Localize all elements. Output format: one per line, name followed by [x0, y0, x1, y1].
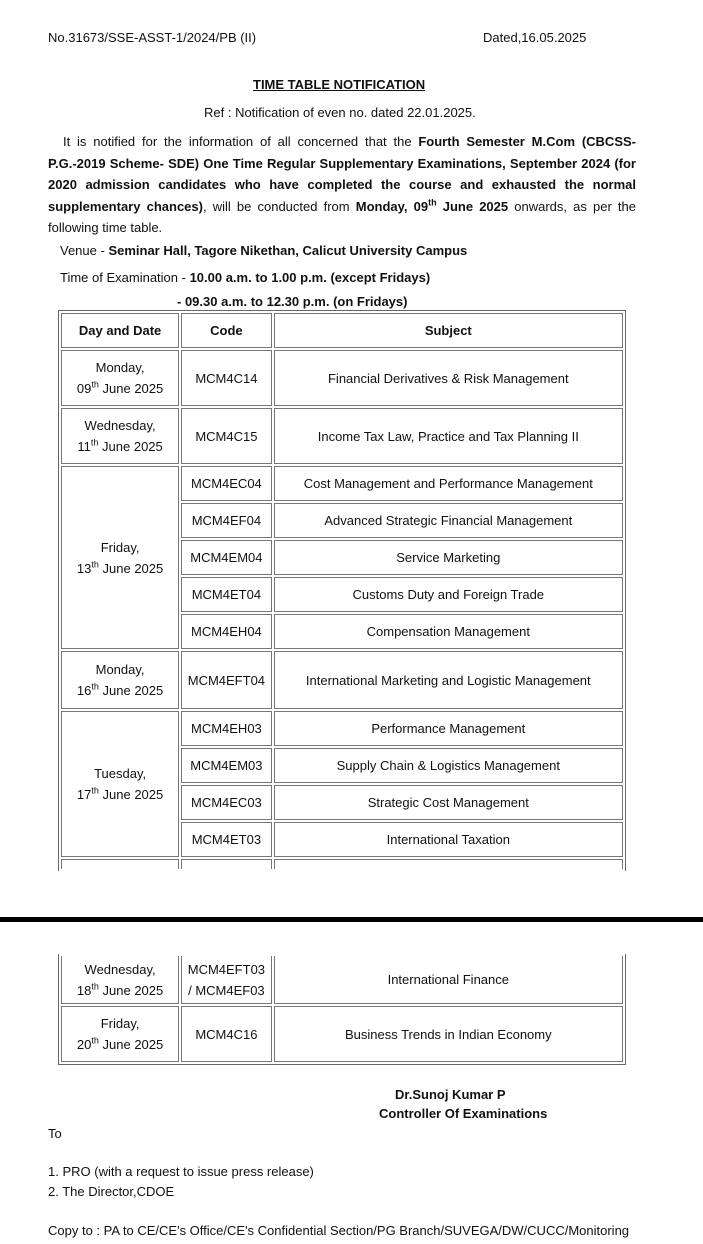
subject-cell: Advanced Strategic Financial Management	[274, 503, 623, 538]
code-cell: MCM4EM03	[181, 748, 271, 783]
signatory-designation: Controller Of Examinations	[379, 1106, 548, 1121]
date-cell: Monday, 09th June 2025	[61, 350, 179, 406]
subject-cell: Strategic Cost Management	[274, 785, 623, 820]
subject-cell: Supply Chain & Logistics Management	[274, 748, 623, 783]
subject-cell: Compensation Management	[274, 614, 623, 649]
date-cell: Monday, 16th June 2025	[61, 651, 179, 709]
code-cell: MCM4EF04	[181, 503, 271, 538]
header-day-date: Day and Date	[61, 313, 179, 348]
timetable-continued	[58, 954, 626, 1065]
code-cell: MCM4C14	[181, 350, 271, 406]
table-row	[61, 350, 623, 406]
subject-cell: International Taxation	[274, 822, 623, 857]
notice-title: TIME TABLE NOTIFICATION	[253, 77, 426, 92]
code-cell: MCM4EC04	[181, 466, 271, 501]
table-row	[61, 408, 623, 464]
code-cell: MCM4EH04	[181, 614, 271, 649]
notification-paragraph: It is notified for the information of all concerned that the Fourth Semester M.Com (CBCSS-P.G.-2019 Scheme- SDE) One Time Regular Supplementary Examinations, September 2024 (for 2020 admission candidates who have completed the course and exhausted the normal supplementary chances), will be conducted from Monday, 09th June 2025 onwards, as per the following time table.	[48, 134, 636, 235]
date-cell: Wednesday, 11th June 2025	[61, 408, 179, 464]
venue-line: Venue - Seminar Hall, Tagore Nikethan, Calicut University Campus	[60, 243, 468, 258]
code-cell: MCM4C16	[181, 1006, 271, 1062]
subject-cell: Business Trends in Indian Economy	[274, 1006, 623, 1062]
date-cell: Friday, 13th June 2025	[61, 466, 179, 649]
exam-time-line: Time of Examination - 10.00 a.m. to 1.00 p.m. (except Fridays)	[60, 270, 431, 285]
table-row	[61, 956, 623, 1004]
date: Dated,16.05.2025	[483, 30, 587, 45]
subject-cell: International Finance	[274, 956, 623, 1004]
code-cell: MCM4C15	[181, 408, 271, 464]
table-row-cut	[61, 859, 623, 869]
header-code: Code	[181, 313, 271, 348]
subject-cell: International Marketing and Logistic Management	[274, 651, 623, 709]
copy-to-line: Copy to : PA to CE/CE's Office/CE's Confidential Section/PG Branch/SUVEGA/DW/CUCC/Monitoring	[48, 1223, 630, 1238]
code-cell: MCM4EM04	[181, 540, 271, 575]
exam-time-friday: - 09.30 a.m. to 12.30 p.m. (on Fridays)	[177, 294, 408, 309]
subject-cell: Service Marketing	[274, 540, 623, 575]
code-cell: MCM4EFT03 / MCM4EF03	[181, 956, 271, 1004]
subject-cell: Financial Derivatives & Risk Management	[274, 350, 623, 406]
timetable	[58, 310, 626, 871]
code-cell: MCM4ET04	[181, 577, 271, 612]
subject-cell: Cost Management and Performance Management	[274, 466, 623, 501]
subject-cell: Income Tax Law, Practice and Tax Planning II	[274, 408, 623, 464]
date-cell: Friday, 20th June 2025	[61, 1006, 179, 1062]
recipient-item: 2. The Director,CDOE	[48, 1184, 175, 1199]
empty-cell	[181, 859, 271, 869]
to-label: To	[48, 1126, 62, 1141]
table-row	[61, 1006, 623, 1062]
code-cell: MCM4EC03	[181, 785, 271, 820]
code-cell: MCM4EH03	[181, 711, 271, 746]
table-header-row	[61, 313, 623, 348]
table-row	[61, 711, 623, 746]
subject-cell: Performance Management	[274, 711, 623, 746]
recipient-item: 1. PRO (with a request to issue press release)	[48, 1164, 314, 1179]
table-row	[61, 466, 623, 501]
date-cell: Tuesday, 17th June 2025	[61, 711, 179, 857]
reference-line: Ref : Notification of even no. dated 22.01.2025.	[204, 105, 476, 120]
empty-cell	[274, 859, 623, 869]
code-cell: MCM4ET03	[181, 822, 271, 857]
header-subject: Subject	[274, 313, 623, 348]
signatory-name: Dr.Sunoj Kumar P	[395, 1087, 506, 1102]
table-row	[61, 651, 623, 709]
date-cell: Wednesday, 18th June 2025	[61, 956, 179, 1004]
subject-cell: Customs Duty and Foreign Trade	[274, 577, 623, 612]
code-cell: MCM4EFT04	[181, 651, 271, 709]
empty-cell	[61, 859, 179, 869]
page-divider	[0, 917, 703, 922]
reference-number: No.31673/SSE-ASST-1/2024/PB (II)	[48, 30, 257, 45]
